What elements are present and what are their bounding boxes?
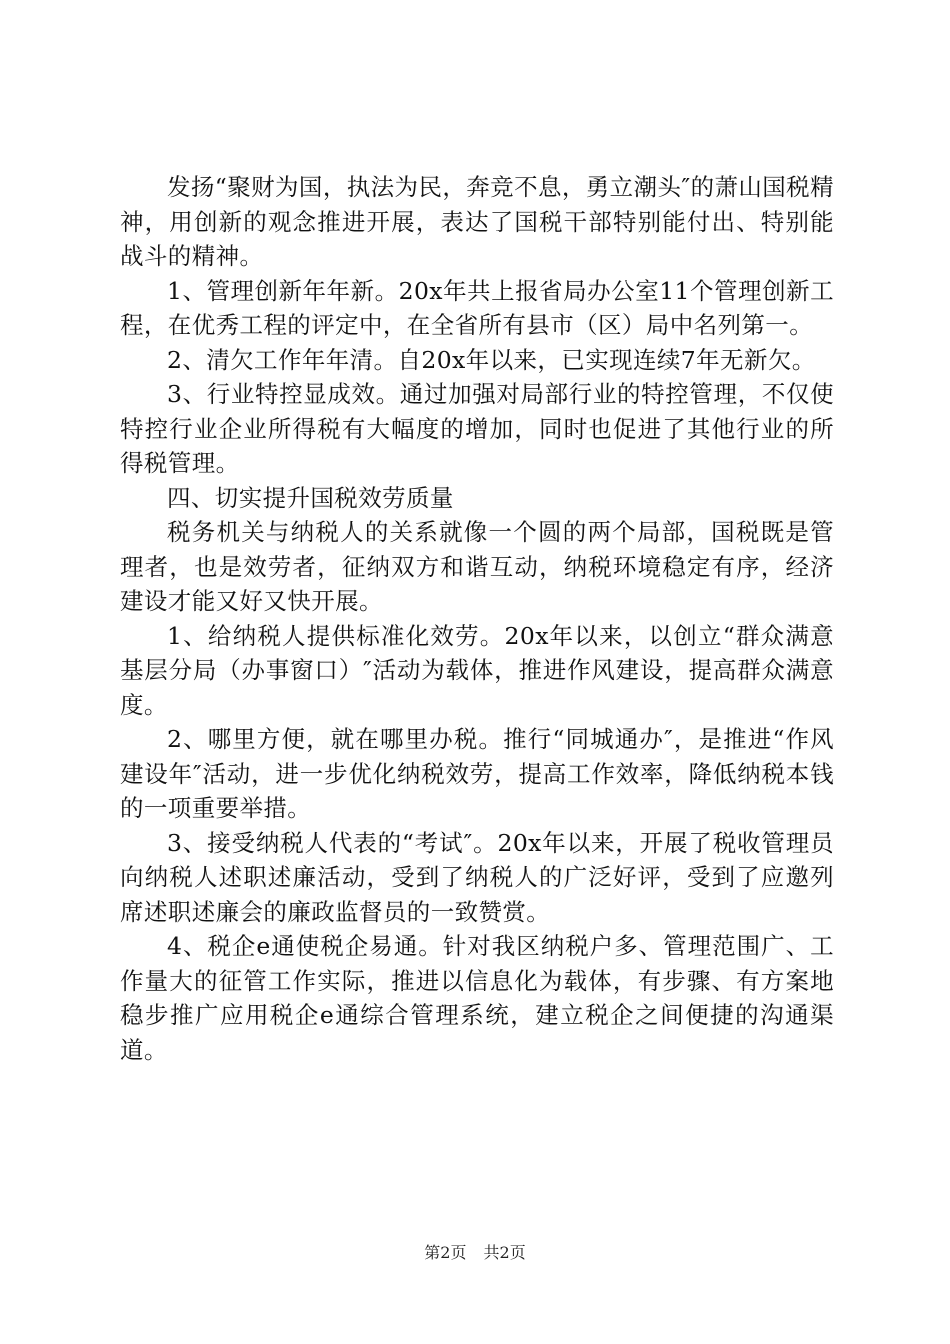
- paragraph-industry-control: 3、行业特控显成效。通过加强对局部行业的特控管理，不仅使特控行业企业所得税有大幅度的增加，同时也促进了其他行业的所得税管理。: [120, 380, 834, 477]
- section-heading-service-quality: 四、切实提升国税效劳质量: [167, 483, 454, 512]
- page-footer: [0, 1243, 950, 1263]
- paragraph-standardized-service: 1、给纳税人提供标准化效劳。20x年以来，以创立“群众满意基层分局（办事窗口）″活动为载体，推进作风建设，提高群众满意度。: [120, 621, 834, 719]
- paragraph-management-innovation: 1、管理创新年年新。20x年共上报省局办公室11个管理创新工程，在优秀工程的评定中，在全省所有县市（区）局中名列第一。: [120, 276, 834, 339]
- paragraph-spirit: 发扬“聚财为国，执法为民，奔竞不息，勇立潮头″的萧山国税精神，用创新的观念推进开展，表达了国税干部特别能付出、特别能战斗的精神。: [120, 173, 834, 270]
- paragraph-convenient-filing: 2、哪里方便，就在哪里办税。推行“同城通办″，是推进“作风建设年″活动，进一步优化纳税效劳，提高工作效率，降低纳税本钱的一项重要举措。: [120, 725, 834, 822]
- document-body: [120, 170, 834, 1067]
- page-total: 共2页: [483, 1243, 526, 1262]
- paragraph-e-tong-system: 4、税企e通使税企易通。针对我区纳税户多、管理范围广、工作量大的征管工作实际，推进以信息化为载体，有步骤、有方案地稳步推广应用税企e通综合管理系统，建立税企之间便捷的沟通渠道。: [120, 932, 834, 1064]
- paragraph-arrears-clearance: 2、清欠工作年年清。自20x年以来，已实现连续7年无新欠。: [167, 345, 816, 374]
- paragraph-tax-relationship: 税务机关与纳税人的关系就像一个圆的两个局部，国税既是管理者，也是效劳者，征纳双方和谐互动，纳税环境稳定有序，经济建设才能又好又快开展。: [120, 518, 834, 615]
- page-number: 第2页: [424, 1243, 467, 1262]
- paragraph-taxpayer-exam: 3、接受纳税人代表的“考试″。20x年以来，开展了税收管理员向纳税人述职述廉活动，受到了纳税人的广泛好评，受到了应邀列席述职述廉会的廉政监督员的一致赞赏。: [120, 828, 834, 926]
